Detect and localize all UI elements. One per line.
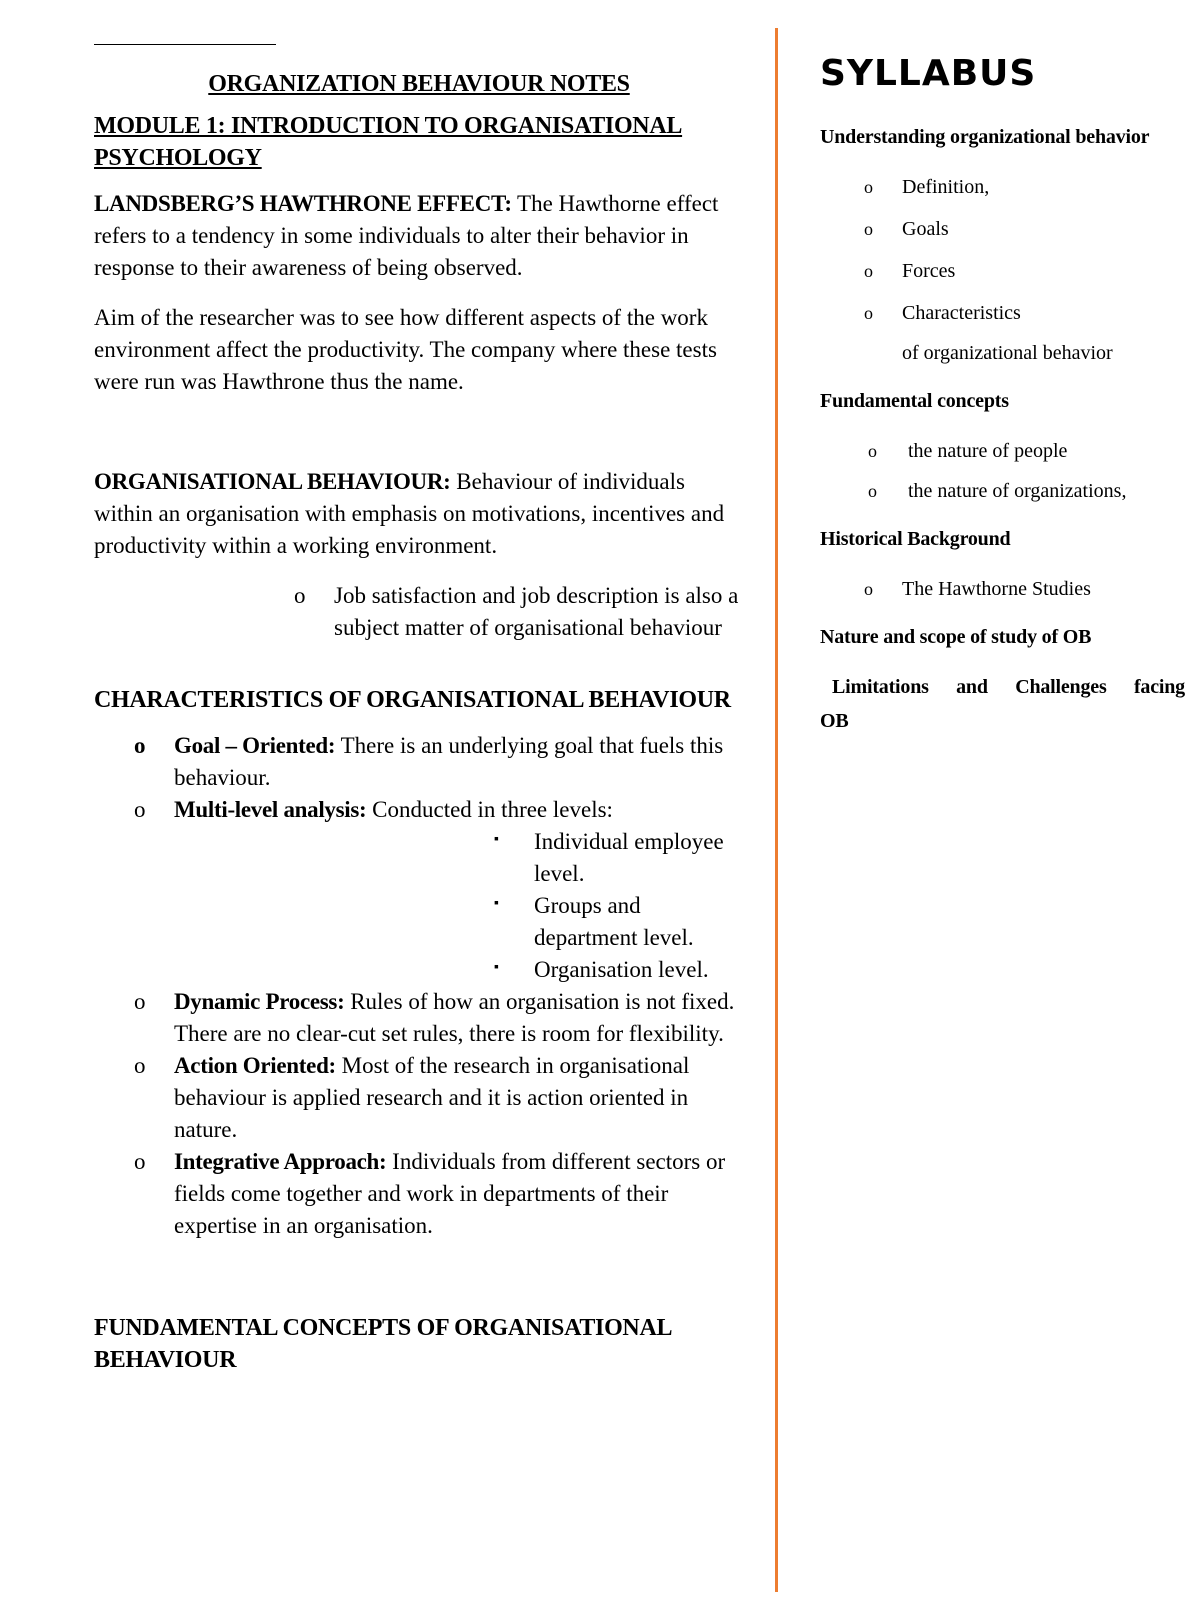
list-item [94, 1146, 744, 1242]
item-text: of organizational behavior [902, 342, 1113, 364]
nature-scope-heading: Nature and scope of study of OB [820, 626, 1092, 648]
bullet-marker: o [864, 177, 873, 197]
fundamental-concepts-heading: Fundamental concepts [820, 390, 1009, 412]
ob-label: ORGANISATIONAL BEHAVIOUR: [94, 469, 451, 494]
list-item [820, 300, 1185, 326]
bullet-marker: o [868, 441, 877, 461]
ob-bullet [294, 580, 744, 644]
syllabus-sidebar [820, 50, 1185, 758]
understanding-list [820, 174, 1185, 366]
bullet-marker: o [134, 989, 146, 1014]
bullet-marker: o [868, 481, 877, 501]
bullet-marker: o [134, 797, 146, 822]
list-item [94, 794, 744, 986]
list-item [820, 258, 1185, 284]
historical-heading: Historical Background [820, 528, 1011, 550]
bullet-marker: o [134, 1149, 146, 1174]
main-column [94, 60, 744, 1390]
heading-word: facing [1133, 676, 1185, 698]
list-item [820, 174, 1185, 200]
item-text: The Hawthorne Studies [902, 578, 1091, 600]
heading-word: and [956, 676, 988, 698]
list-item [820, 216, 1185, 242]
item-text: Rules of how an organisation is not fixed. There are no clear-cut set rules, there is room for flexibility. [174, 989, 735, 1046]
item-text: Definition, [902, 176, 990, 198]
bullet-marker: o [134, 1053, 146, 1078]
item-text: Conducted in three levels: [366, 797, 613, 822]
square-bullet: ▪ [494, 896, 499, 911]
hawthorne-label: LANDSBERG’S HAWTHRONE EFFECT: [94, 191, 512, 216]
syllabus-title: SYLLABUS [820, 53, 1037, 94]
item-label: Dynamic Process: [174, 989, 345, 1014]
bullet-marker: o [864, 261, 873, 281]
item-label: Integrative Approach: [174, 1149, 387, 1174]
document-title: ORGANIZATION BEHAVIOUR NOTES [208, 71, 630, 97]
bullet-marker: o [294, 583, 306, 608]
fundamental-list [820, 438, 1185, 504]
list-item [820, 438, 1185, 464]
item-text: the nature of organizations, [908, 480, 1127, 502]
list-item [494, 954, 744, 986]
item-text: There is an underlying goal that fuels this behaviour. [174, 733, 724, 790]
column-divider [775, 28, 778, 1592]
level-text: Groups and department level. [534, 893, 694, 950]
item-label: Action Oriented: [174, 1053, 336, 1078]
ob-paragraph [94, 466, 744, 562]
item-text: the nature of people [908, 440, 1068, 462]
ob-bullet-text: Job satisfaction and job description is also a subject matter of organisational behaviour [334, 583, 739, 640]
module-title: MODULE 1: INTRODUCTION TO ORGANISATIONAL PSYCHOLOGY [94, 113, 683, 171]
hawthorne-text: The Hawthorne effect refers to a tendency in some individuals to alter their behavior in response to their awareness of being observed. [94, 191, 719, 280]
list-item [494, 826, 744, 890]
bullet-marker: o [134, 733, 146, 758]
historical-list [820, 576, 1185, 602]
list-item [494, 890, 744, 954]
list-item [94, 1050, 744, 1146]
item-text: Goals [902, 218, 949, 240]
top-rule [94, 44, 276, 45]
square-bullet: ▪ [494, 960, 499, 975]
list-item [820, 478, 1185, 504]
list-item [94, 986, 744, 1050]
list-item [94, 730, 744, 794]
level-text: Individual employee level. [534, 829, 724, 886]
aim-paragraph: Aim of the researcher was to see how different aspects of the work environment affect the productivity. The company where these tests were run was Hawthrone thus the name. [94, 305, 717, 394]
bullet-marker: o [864, 303, 873, 323]
item-label: Multi-level analysis: [174, 797, 367, 822]
limitations-heading-tail: OB [820, 710, 849, 732]
characteristics-list [94, 730, 744, 1242]
ob-text: Behaviour of individuals within an organisation with emphasis on motivations, incentives and productivity within a working environment. [94, 469, 725, 558]
bullet-marker: o [864, 579, 873, 599]
characteristics-heading: CHARACTERISTICS OF ORGANISATIONAL BEHAVIOUR [94, 687, 731, 713]
list-item-continuation [820, 340, 1185, 366]
item-text: Most of the research in organisational behaviour is applied research and it is action oriented in nature. [174, 1053, 690, 1142]
square-bullet: ▪ [494, 832, 499, 847]
heading-word: Limitations [832, 676, 929, 698]
levels-list [174, 826, 744, 986]
item-text: Characteristics [902, 302, 1021, 324]
item-text: Forces [902, 260, 956, 282]
limitations-heading [820, 674, 1185, 700]
bullet-marker: o [864, 219, 873, 239]
item-text: Individuals from different sectors or fields come together and work in departments of their expertise in an organisation. [174, 1149, 726, 1238]
understanding-heading: Understanding organizational behavior [820, 126, 1150, 148]
heading-word: Challenges [1015, 676, 1107, 698]
fundamental-heading: FUNDAMENTAL CONCEPTS OF ORGANISATIONAL BEHAVIOUR [94, 1315, 671, 1373]
item-label: Goal – Oriented: [174, 733, 336, 758]
level-text: Organisation level. [534, 957, 709, 982]
list-item [820, 576, 1185, 602]
hawthorne-paragraph [94, 188, 744, 284]
